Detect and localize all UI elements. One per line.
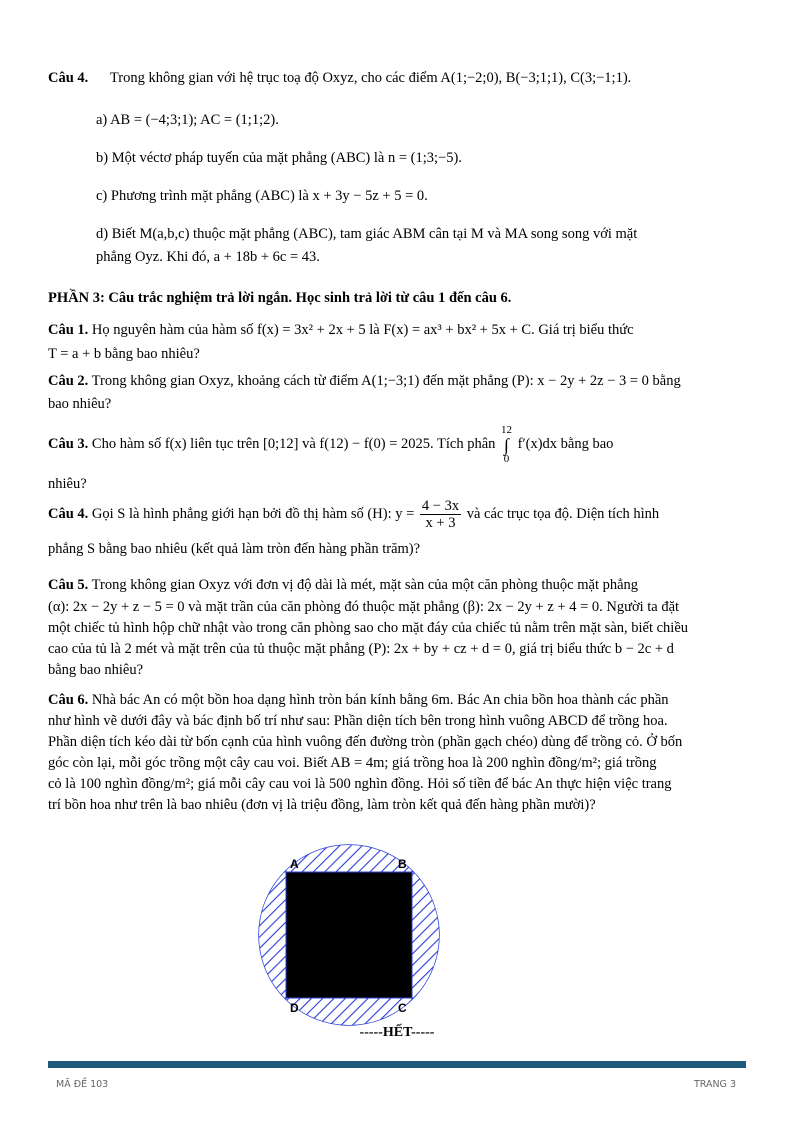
q4-first-label: Câu 4. xyxy=(48,70,89,86)
q5-label: Câu 5. xyxy=(48,577,89,593)
part3-heading: PHẦN 3: Câu trắc nghiệm trả lời ngắn. Học sinh trả lời từ câu 1 đến câu 6. xyxy=(48,290,512,306)
q4-first-option-b: b) Một véctơ pháp tuyến của mặt phẳng (ABC) là n = (1;3;−5). xyxy=(96,150,462,166)
q6-line3: Phần diện tích kéo dài từ bốn cạnh của hình vuông đến đường tròn (phần gạch chéo) dùng để trồng cỏ. Ở bốn xyxy=(48,734,683,750)
q4-first-option-d-line1: d) Biết M(a,b,c) thuộc mặt phẳng (ABC), tam giác ABM cân tại M và MA song song với mặt xyxy=(96,226,638,242)
q4-first-option-c: c) Phương trình mặt phẳng (ABC) là x + 3y − 5z + 5 = 0. xyxy=(96,188,428,204)
vertex-label-c: C xyxy=(398,1001,407,1015)
q4-first-intro-text: Trong không gian với hệ trục toạ độ Oxyz, cho các điểm A(1;−2;0), B(−3;1;1), C(3;−1;1). xyxy=(109,70,632,86)
footer-page-number: TRANG 3 xyxy=(693,1079,736,1090)
vertex-label-d: D xyxy=(290,1001,299,1015)
q4-line2: phẳng S bằng bao nhiêu (kết quả làm tròn đến hàng phần trăm)? xyxy=(48,541,421,557)
integral-lower: 0 xyxy=(503,452,510,465)
q1-text-1: Họ nguyên hàm của hàm số f(x) = 3x² + 2x + 5 là F(x) = ax³ + bx² + 5x + C. Giá trị biểu thức xyxy=(91,322,634,338)
q3-text-1b: f′(x)dx bằng bao xyxy=(517,436,614,452)
q1-line1 xyxy=(48,320,746,341)
flower-bed-figure xyxy=(254,840,444,1030)
q5-line4: cao của tủ là 2 mét và mặt trên của tủ thuộc mặt phẳng (P): 2x + by + cz + d = 0, giá trị biểu thức b − 2c + d xyxy=(48,641,674,657)
q5-line5: bằng bao nhiêu? xyxy=(48,662,144,678)
q6-label: Câu 6. xyxy=(48,692,89,708)
q4-text-1a: Gọi S là hình phẳng giới hạn bởi đồ thị hàm số (H): y = xyxy=(91,506,415,522)
q3-line2: nhiêu? xyxy=(48,476,87,492)
q4-first-option-d-line2: phẳng Oyz. Khi đó, a + 18b + 6c = 43. xyxy=(96,249,320,265)
q4-first-option-a: a) AB = (−4;3;1); AC = (1;1;2). xyxy=(96,112,279,128)
q5-line2: (α): 2x − 2y + z − 5 = 0 và mặt trần của căn phòng đó thuộc mặt phẳng (β): 2x − 2y + z + 4 = 0. Người ta đặt xyxy=(48,599,680,615)
q2-line2: bao nhiêu? xyxy=(48,396,112,412)
fraction-numerator: 4 − 3x xyxy=(421,498,460,515)
q5-text-1: Trong không gian Oxyz với đơn vị độ dài là mét, mặt sàn của một căn phòng thuộc mặt phẳng xyxy=(91,577,639,593)
q5-line1 xyxy=(48,575,746,596)
footer-exam-code: MÃ ĐỀ 103 xyxy=(56,1079,109,1090)
q4-first-intro xyxy=(48,68,746,89)
q4-label: Câu 4. xyxy=(48,506,89,522)
q6-line2: như hình vẽ dưới đây và bác định bố trí như sau: Phần diện tích bên trong hình vuông ABCD để trồng hoa. xyxy=(48,713,668,729)
integral-sign xyxy=(501,424,512,466)
vertex-label-a: A xyxy=(290,857,299,871)
vertex-label-b: B xyxy=(398,857,407,871)
end-mark: -----HẾT----- xyxy=(359,1025,435,1040)
q6-text-1: Nhà bác An có một bồn hoa dạng hình tròn bán kính bằng 6m. Bác An chia bồn hoa thành các phần xyxy=(91,692,669,708)
footer-bar xyxy=(48,1061,746,1068)
function-fraction xyxy=(420,498,461,531)
q3-text-1a: Cho hàm số f(x) liên tục trên [0;12] và f(12) − f(0) = 2025. Tích phân xyxy=(91,436,496,452)
integral-upper: 12 xyxy=(501,423,513,436)
q2-line1 xyxy=(48,371,746,392)
q3-label: Câu 3. xyxy=(48,436,89,452)
q6-line4: góc còn lại, mỗi góc trồng một cây cau voi. Biết AB = 4m; giá trồng hoa là 200 nghìn đồng/m²; giá trồng xyxy=(48,755,657,771)
fraction-denominator: x + 3 xyxy=(425,515,456,532)
q4-text-1b: và các trục tọa độ. Diện tích hình xyxy=(466,506,660,522)
q6-line6: trí bồn hoa như trên là bao nhiêu (đơn vị là triệu đồng, làm tròn kết quả đến hàng phần mười)? xyxy=(48,797,596,813)
q5-line3: một chiếc tủ hình hộp chữ nhật vào trong căn phòng sao cho mặt đáy của chiếc tủ nằm trên mặt sàn, biết chiều xyxy=(48,620,689,636)
q6-line1 xyxy=(48,690,746,711)
q2-text-1: Trong không gian Oxyz, khoảng cách từ điểm A(1;−3;1) đến mặt phẳng (P): x − 2y + 2z − 3 = 0 bằng xyxy=(91,373,681,389)
integral-symbol: ∫ xyxy=(504,434,509,455)
q4-line1 xyxy=(48,494,746,534)
q2-label: Câu 2. xyxy=(48,373,89,389)
q6-line5: cỏ là 100 nghìn đồng/m²; giá mỗi cây cau voi là 500 nghìn đồng. Hỏi số tiền để bác An thực hiện việc trang xyxy=(48,776,672,792)
q1-label: Câu 1. xyxy=(48,322,89,338)
center-square xyxy=(286,872,412,998)
q1-line2: T = a + b bằng bao nhiêu? xyxy=(48,346,200,362)
q3-line1 xyxy=(48,420,746,468)
